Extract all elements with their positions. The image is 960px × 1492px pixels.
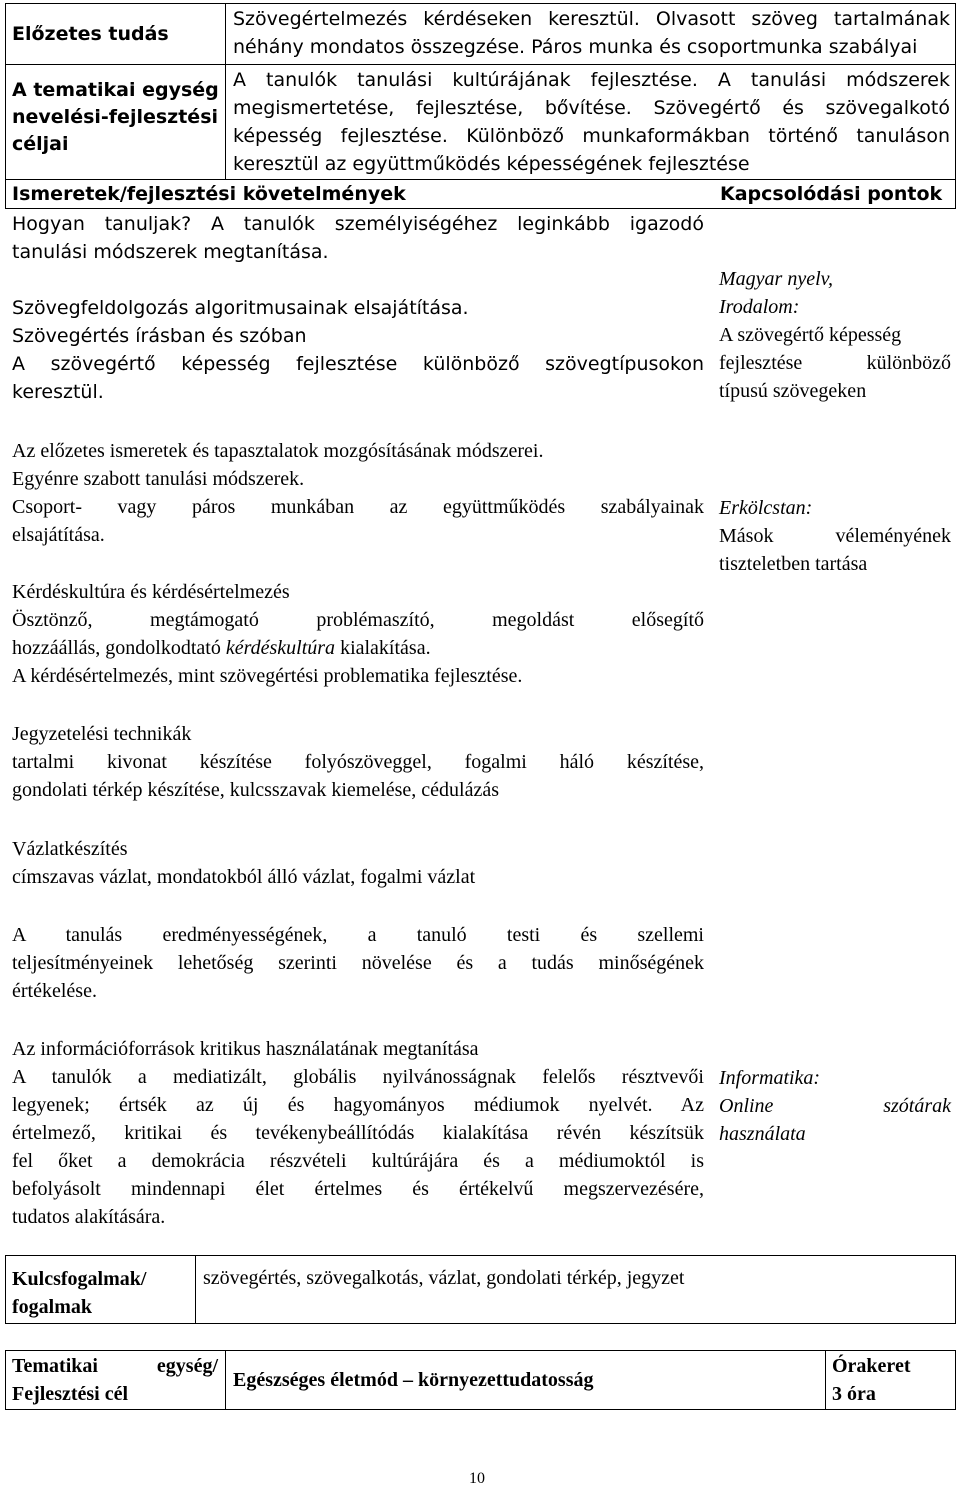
next-unit-col-divider-1 xyxy=(225,1350,226,1410)
header-connections: Kapcsolódási pontok xyxy=(720,183,943,205)
next-unit-title: Egészséges életmód – környezettudatosság xyxy=(233,1369,594,1391)
top-table-col-divider xyxy=(225,3,226,179)
content-block-1: Hogyan tanuljak? A tanulók személyiségéhez leginkább igazodó tanulási módszerek megtanítása. xyxy=(12,213,704,263)
keywords-label: Kulcsfogalmak/ fogalmak xyxy=(12,1268,147,1318)
page-number: 10 xyxy=(469,1470,485,1487)
keywords-col-divider xyxy=(195,1255,196,1324)
keywords-value: szövegértés, szövegalkotás, vázlat, gondolati térkép, jegyzet xyxy=(203,1267,685,1289)
goals-label: A tematikai egység nevelési-fejlesztési céljai xyxy=(12,79,219,155)
hours-label: Órakeret 3 óra xyxy=(832,1355,911,1405)
content-block-4: Kérdéskultúra és kérdésértelmezés Ösztönző, megtámogató problémaszító, megoldást elősegítő hozzáállás, gondolkodtató kérdéskultúra kialakítása. A kérdésértelmezés, mint szövegértési problematika fejlesztése. xyxy=(12,581,704,687)
content-block-2: Szövegfeldolgozás algoritmusainak elsajátítása. Szövegértés írásban és szóban A szövegértő képesség fejlesztése különböző szövegtípusokon keresztül. xyxy=(12,297,704,403)
connection-ethics: Erkölcstan: Mások véleményének tiszteletben tartása xyxy=(719,497,951,575)
prior-knowledge-text: Szövegértelmezés kérdéseken keresztül. Olvasott szöveg tartalmának néhány mondatos összegzése. Páros munka és csoportmunka szabályai xyxy=(233,8,950,58)
content-block-3: Az előzetes ismeretek és tapasztalatok mozgósításának módszerei. Egyénre szabott tanulási módszerek. Csoport- vagy páros munkában az együttműködés szabályainak elsajátítása. xyxy=(12,440,704,546)
connection-informatics: Informatika: Online szótárak használata xyxy=(719,1067,951,1145)
next-unit-col-divider-2 xyxy=(825,1350,826,1410)
header-requirements: Ismeretek/fejlesztési követelmények xyxy=(12,183,406,205)
prior-knowledge-label: Előzetes tudás xyxy=(12,23,169,45)
content-block-7: A tanulás eredményességének, a tanuló testi és szellemi teljesítményeinek lehetőség szerinti növelése és a tudás minőségének értékelése. xyxy=(12,924,704,1002)
top-table-row-divider-1 xyxy=(5,64,956,65)
goals-text: A tanulók tanulási kultúrájának fejlesztése. A tanulási módszerek megismertetése, fejlesztése, bővítése. Szövegértő és szövegalkotó képesség fejlesztése. Különböző munkaformákban történő tanuláson keresztül az együttműködés képességének fejlesztése xyxy=(233,69,950,175)
connection-hungarian-literature: Magyar nyelv, Irodalom: A szövegértő képesség fejlesztése különböző típusú szövegeken xyxy=(719,268,951,402)
next-unit-label: Tematikai egység/ Fejlesztési cél xyxy=(12,1355,218,1405)
content-block-5: Jegyzetelési technikák tartalmi kivonat készítése folyószöveggel, fogalmi háló készítése, gondolati térkép készítése, kulcsszavak kiemelése, cédulázás xyxy=(12,723,704,801)
content-block-8: Az információforrások kritikus használatának megtanítása A tanulók a mediatizált, globális nyilvánosságnak felelős résztvevői legyenek; értsék az új és hagyományos médiumok nyelvét. Az értelmező, kritikai és tevékenybeállítódás kialakítása révén készítsük fel őket a demokrácia részvételi kultúrájára és a médiumoktól is befolyásolt mindennapi élet értelmes és értékelvű megszervezésére, tudatos alakítására. xyxy=(12,1038,704,1228)
content-block-6: Vázlatkészítés címszavas vázlat, mondatokból álló vázlat, fogalmi vázlat xyxy=(12,838,476,888)
